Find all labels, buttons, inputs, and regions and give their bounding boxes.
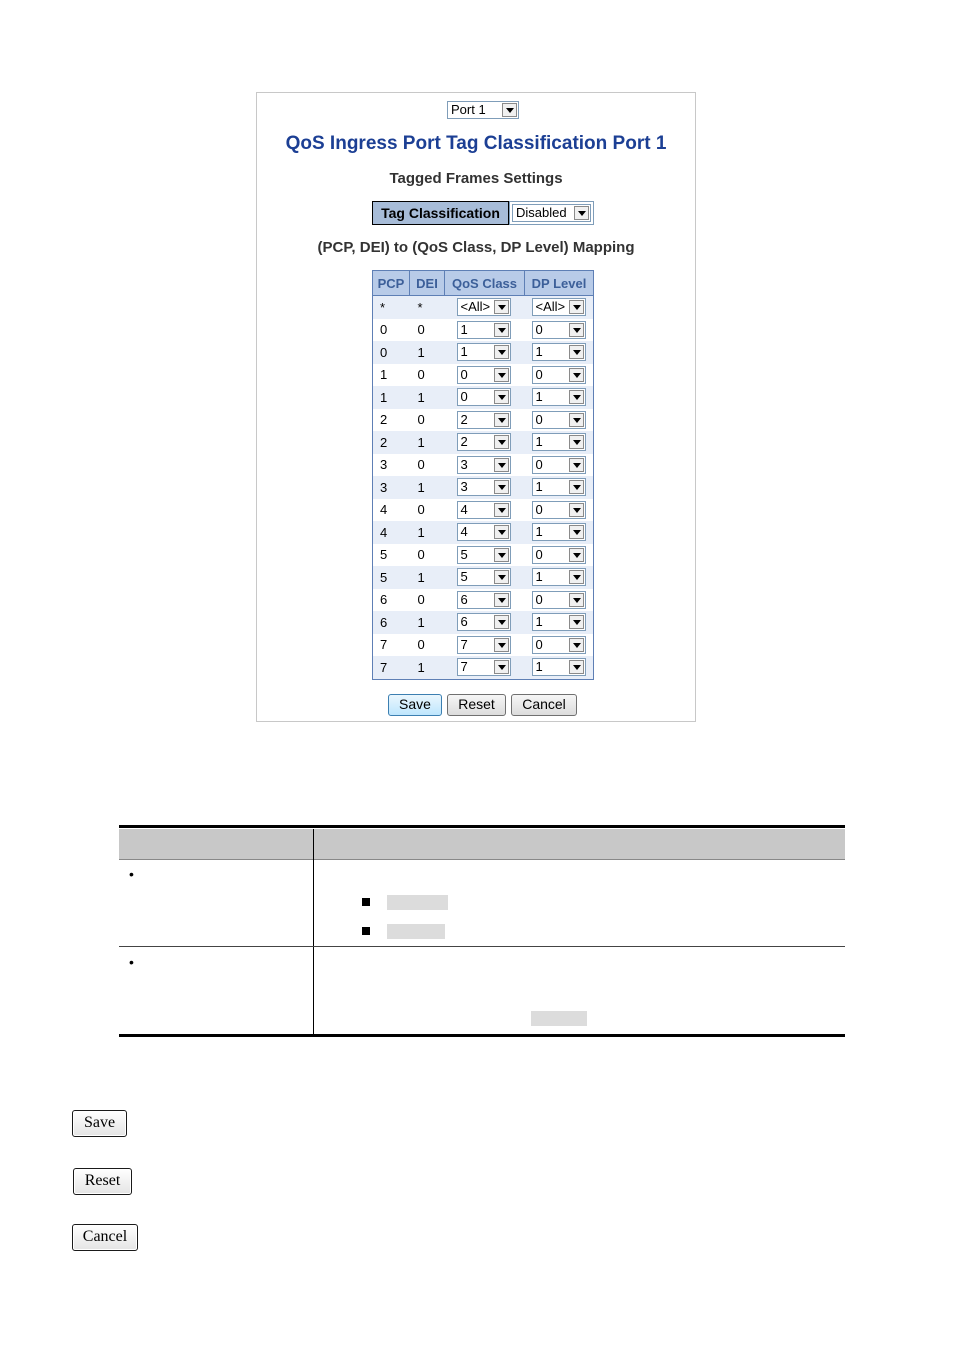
qos-class-select[interactable] xyxy=(457,501,511,519)
header-dp-level: DP Level xyxy=(525,271,594,296)
table-row xyxy=(373,611,594,634)
qos-class-select[interactable] xyxy=(457,613,511,631)
dp-level-select[interactable] xyxy=(532,658,586,676)
dropdown-arrow-icon[interactable] xyxy=(569,480,584,494)
dp-level-select-value: 1 xyxy=(535,614,543,630)
qos-class-select[interactable] xyxy=(457,636,511,654)
dropdown-arrow-icon[interactable] xyxy=(494,525,509,539)
dp-level-select[interactable] xyxy=(532,388,586,406)
table-row xyxy=(373,476,594,499)
qos-class-cell xyxy=(445,589,525,612)
pcp-cell: 7 xyxy=(373,634,410,657)
table-row xyxy=(373,364,594,387)
dei-cell: 1 xyxy=(410,656,445,679)
dropdown-arrow-icon[interactable] xyxy=(569,525,584,539)
dropdown-arrow-icon[interactable] xyxy=(574,206,589,220)
qos-class-select[interactable] xyxy=(457,591,511,609)
pcp-cell: 1 xyxy=(373,364,410,387)
save-button[interactable]: Save xyxy=(72,1110,127,1137)
cancel-button[interactable]: Cancel xyxy=(72,1224,138,1251)
dropdown-arrow-icon[interactable] xyxy=(494,593,509,607)
table-row-all xyxy=(373,296,594,319)
highlight-bar xyxy=(387,924,445,939)
dropdown-arrow-icon[interactable] xyxy=(569,660,584,674)
dp-level-cell xyxy=(525,364,594,387)
dp-level-select-value: 0 xyxy=(535,456,543,472)
dp-level-select-value: 1 xyxy=(535,659,543,675)
tag-classification-select[interactable] xyxy=(512,204,591,222)
dei-cell: 0 xyxy=(410,409,445,432)
dropdown-arrow-icon[interactable] xyxy=(569,345,584,359)
table-row xyxy=(373,656,594,679)
dp-level-select-value: 1 xyxy=(535,344,543,360)
dp-level-select-value: 1 xyxy=(535,434,543,450)
dp-level-select-value: 1 xyxy=(535,389,543,405)
qos-class-select-value: 0 xyxy=(460,389,468,405)
qos-class-cell xyxy=(445,341,525,364)
qos-class-select-value: 7 xyxy=(460,636,468,652)
qos-class-select[interactable] xyxy=(457,523,511,541)
qos-class-cell xyxy=(445,634,525,657)
dp-level-select[interactable] xyxy=(532,478,586,496)
qos-class-select[interactable] xyxy=(457,366,511,384)
dp-level-select-value: 0 xyxy=(535,411,543,427)
dei-cell: 1 xyxy=(410,341,445,364)
qos-class-select[interactable] xyxy=(457,388,511,406)
reset-button[interactable]: Reset xyxy=(73,1168,132,1195)
qos-class-select-value: 3 xyxy=(460,479,468,495)
dropdown-arrow-icon[interactable] xyxy=(494,480,509,494)
pcp-cell: 5 xyxy=(373,544,410,567)
dp-level-select-value: 0 xyxy=(535,501,543,517)
qos-class-select-value: 1 xyxy=(460,344,468,360)
qos-class-select[interactable] xyxy=(457,343,511,361)
dp-level-cell xyxy=(525,611,594,634)
table-row xyxy=(373,544,594,567)
pcp-cell: 7 xyxy=(373,656,410,679)
row-divider xyxy=(119,946,845,947)
header-dei: DEI xyxy=(410,271,445,296)
dp-level-select-value: 0 xyxy=(535,546,543,562)
column-divider xyxy=(313,829,314,1034)
port-select-value: Port 1 xyxy=(451,102,486,117)
qos-class-cell xyxy=(445,544,525,567)
header-pcp: PCP xyxy=(373,271,410,296)
dropdown-arrow-icon[interactable] xyxy=(569,390,584,404)
table-bottom-border xyxy=(119,1034,845,1037)
dp-level-select[interactable] xyxy=(532,456,586,474)
dp-level-cell xyxy=(525,521,594,544)
dropdown-arrow-icon[interactable] xyxy=(494,503,509,517)
dp-level-select[interactable] xyxy=(532,343,586,361)
header-qos-class: QoS Class xyxy=(445,271,525,296)
dp-level-select-value: 1 xyxy=(535,524,543,540)
dp-level-select[interactable] xyxy=(532,366,586,384)
dropdown-arrow-icon[interactable] xyxy=(569,458,584,472)
pcp-cell: * xyxy=(373,296,410,319)
dropdown-arrow-icon[interactable] xyxy=(494,390,509,404)
dropdown-arrow-icon[interactable] xyxy=(502,103,517,117)
dp-level-select[interactable] xyxy=(532,523,586,541)
dei-cell: 1 xyxy=(410,386,445,409)
qos-class-select-value: 2 xyxy=(460,434,468,450)
table-row xyxy=(373,409,594,432)
dei-cell: 0 xyxy=(410,499,445,522)
qos-class-select[interactable] xyxy=(457,321,511,339)
dp-level-cell xyxy=(525,454,594,477)
dp-level-all-select-value: <All> xyxy=(535,299,566,315)
dp-level-select[interactable] xyxy=(532,636,586,654)
bullet: • xyxy=(129,954,134,970)
dropdown-arrow-icon[interactable] xyxy=(494,368,509,382)
dropdown-arrow-icon[interactable] xyxy=(569,615,584,629)
qos-class-all-select-value: <All> xyxy=(460,299,491,315)
qos-class-select[interactable] xyxy=(457,568,511,586)
dei-cell: 0 xyxy=(410,319,445,342)
highlight-bar xyxy=(387,895,448,910)
qos-class-cell xyxy=(445,476,525,499)
qos-class-select-value: 6 xyxy=(460,591,468,607)
qos-class-all-select[interactable] xyxy=(457,298,511,316)
qos-class-cell xyxy=(445,409,525,432)
bullet: • xyxy=(129,866,134,882)
dp-level-cell xyxy=(525,476,594,499)
dp-level-select[interactable] xyxy=(532,613,586,631)
dp-level-select[interactable] xyxy=(532,501,586,519)
dp-level-cell xyxy=(525,656,594,679)
dropdown-arrow-icon[interactable] xyxy=(494,323,509,337)
dropdown-arrow-icon[interactable] xyxy=(494,615,509,629)
qos-class-select-value: 4 xyxy=(460,501,468,517)
dei-cell: 0 xyxy=(410,544,445,567)
dei-cell: 1 xyxy=(410,611,445,634)
tag-classification-cell xyxy=(509,201,594,225)
page-title: QoS Ingress Port Tag Classification Port 1 xyxy=(285,133,667,154)
dp-level-select-value: 1 xyxy=(535,479,543,495)
dp-level-cell xyxy=(525,386,594,409)
dp-level-cell xyxy=(525,431,594,454)
dp-level-cell xyxy=(525,499,594,522)
pcp-cell: 2 xyxy=(373,431,410,454)
qos-class-select-value: 1 xyxy=(460,321,468,337)
dropdown-arrow-icon[interactable] xyxy=(569,503,584,517)
dp-level-select-value: 1 xyxy=(535,569,543,585)
dropdown-arrow-icon[interactable] xyxy=(494,660,509,674)
dp-level-cell xyxy=(525,589,594,612)
table-top-border xyxy=(119,825,845,828)
dei-cell: 1 xyxy=(410,566,445,589)
description-table xyxy=(119,825,845,1037)
dropdown-arrow-icon[interactable] xyxy=(569,570,584,584)
dei-cell: 0 xyxy=(410,454,445,477)
dp-level-select-value: 0 xyxy=(535,636,543,652)
qos-class-cell xyxy=(445,454,525,477)
dropdown-arrow-icon[interactable] xyxy=(569,323,584,337)
dropdown-arrow-icon[interactable] xyxy=(494,458,509,472)
qos-class-select[interactable] xyxy=(457,456,511,474)
dei-cell: * xyxy=(410,296,445,319)
pcp-cell: 4 xyxy=(373,521,410,544)
dei-cell: 1 xyxy=(410,431,445,454)
table-row xyxy=(373,341,594,364)
pcp-cell: 5 xyxy=(373,566,410,589)
dp-level-select-value: 0 xyxy=(535,366,543,382)
dp-level-cell xyxy=(525,566,594,589)
tag-classification-label: Tag Classification xyxy=(372,201,509,225)
section-title: Tagged Frames Settings xyxy=(389,170,563,187)
dp-level-cell xyxy=(525,319,594,342)
dropdown-arrow-icon[interactable] xyxy=(494,345,509,359)
tag-classification-value: Disabled xyxy=(516,205,567,220)
table-row xyxy=(373,454,594,477)
table-row xyxy=(373,634,594,657)
square-bullet-icon xyxy=(362,898,370,906)
table-row xyxy=(373,566,594,589)
qos-class-cell xyxy=(445,319,525,342)
table-row xyxy=(373,589,594,612)
table-row xyxy=(373,499,594,522)
reset-button[interactable]: Reset xyxy=(447,694,506,716)
pcp-cell: 3 xyxy=(373,476,410,499)
qos-class-select[interactable] xyxy=(457,478,511,496)
qos-class-select-value: 7 xyxy=(460,659,468,675)
qos-class-cell xyxy=(445,364,525,387)
dropdown-arrow-icon[interactable] xyxy=(569,300,584,314)
table-row xyxy=(373,521,594,544)
dei-cell: 0 xyxy=(410,634,445,657)
table-row xyxy=(373,386,594,409)
qos-class-cell xyxy=(445,386,525,409)
qos-class-cell xyxy=(445,296,525,319)
square-bullet-icon xyxy=(362,927,370,935)
pcp-cell: 0 xyxy=(373,319,410,342)
table-header xyxy=(119,829,845,860)
qos-class-cell xyxy=(445,521,525,544)
dropdown-arrow-icon[interactable] xyxy=(494,435,509,449)
dropdown-arrow-icon[interactable] xyxy=(494,570,509,584)
table-row xyxy=(373,431,594,454)
qos-class-select[interactable] xyxy=(457,411,511,429)
pcp-cell: 6 xyxy=(373,589,410,612)
mapping-title: (PCP, DEI) to (QoS Class, DP Level) Mapping xyxy=(317,239,635,256)
dropdown-arrow-icon[interactable] xyxy=(494,548,509,562)
dropdown-arrow-icon[interactable] xyxy=(569,593,584,607)
table-row xyxy=(373,319,594,342)
dp-level-cell xyxy=(525,296,594,319)
dp-level-select[interactable] xyxy=(532,411,586,429)
pcp-cell: 2 xyxy=(373,409,410,432)
dei-cell: 1 xyxy=(410,476,445,499)
qos-class-select-value: 6 xyxy=(460,614,468,630)
dp-level-select[interactable] xyxy=(532,568,586,586)
pcp-cell: 1 xyxy=(373,386,410,409)
qos-class-cell xyxy=(445,656,525,679)
pcp-cell: 0 xyxy=(373,341,410,364)
dp-level-select-value: 0 xyxy=(535,591,543,607)
highlight-bar xyxy=(531,1011,587,1026)
pcp-cell: 3 xyxy=(373,454,410,477)
mapping-table xyxy=(372,270,594,680)
qos-class-select-value: 5 xyxy=(460,569,468,585)
qos-class-select-value: 5 xyxy=(460,546,468,562)
qos-class-select-value: 0 xyxy=(460,366,468,382)
dp-level-select-value: 0 xyxy=(535,321,543,337)
qos-class-select-value: 3 xyxy=(460,456,468,472)
pcp-cell: 6 xyxy=(373,611,410,634)
qos-config-panel xyxy=(256,92,696,722)
dei-cell: 1 xyxy=(410,521,445,544)
qos-class-cell xyxy=(445,431,525,454)
dp-level-select[interactable] xyxy=(532,546,586,564)
dropdown-arrow-icon[interactable] xyxy=(569,435,584,449)
dp-level-select[interactable] xyxy=(532,321,586,339)
qos-class-select[interactable] xyxy=(457,658,511,676)
dei-cell: 0 xyxy=(410,364,445,387)
dp-level-cell xyxy=(525,544,594,567)
dropdown-arrow-icon[interactable] xyxy=(494,638,509,652)
dropdown-arrow-icon[interactable] xyxy=(494,413,509,427)
qos-class-select[interactable] xyxy=(457,433,511,451)
dp-level-cell xyxy=(525,409,594,432)
dropdown-arrow-icon[interactable] xyxy=(569,368,584,382)
dp-level-select[interactable] xyxy=(532,433,586,451)
dp-level-all-select[interactable] xyxy=(532,298,586,316)
qos-class-select-value: 2 xyxy=(460,411,468,427)
cancel-button[interactable]: Cancel xyxy=(511,694,577,716)
qos-class-select[interactable] xyxy=(457,546,511,564)
qos-class-select-value: 4 xyxy=(460,524,468,540)
dropdown-arrow-icon[interactable] xyxy=(494,300,509,314)
port-select[interactable] xyxy=(447,101,519,119)
qos-class-cell xyxy=(445,566,525,589)
dp-level-cell xyxy=(525,341,594,364)
qos-class-cell xyxy=(445,611,525,634)
dropdown-arrow-icon[interactable] xyxy=(569,413,584,427)
dropdown-arrow-icon[interactable] xyxy=(569,638,584,652)
dp-level-cell xyxy=(525,634,594,657)
qos-class-cell xyxy=(445,499,525,522)
dropdown-arrow-icon[interactable] xyxy=(569,548,584,562)
pcp-cell: 4 xyxy=(373,499,410,522)
save-button[interactable]: Save xyxy=(388,694,442,716)
dei-cell: 0 xyxy=(410,589,445,612)
dp-level-select[interactable] xyxy=(532,591,586,609)
